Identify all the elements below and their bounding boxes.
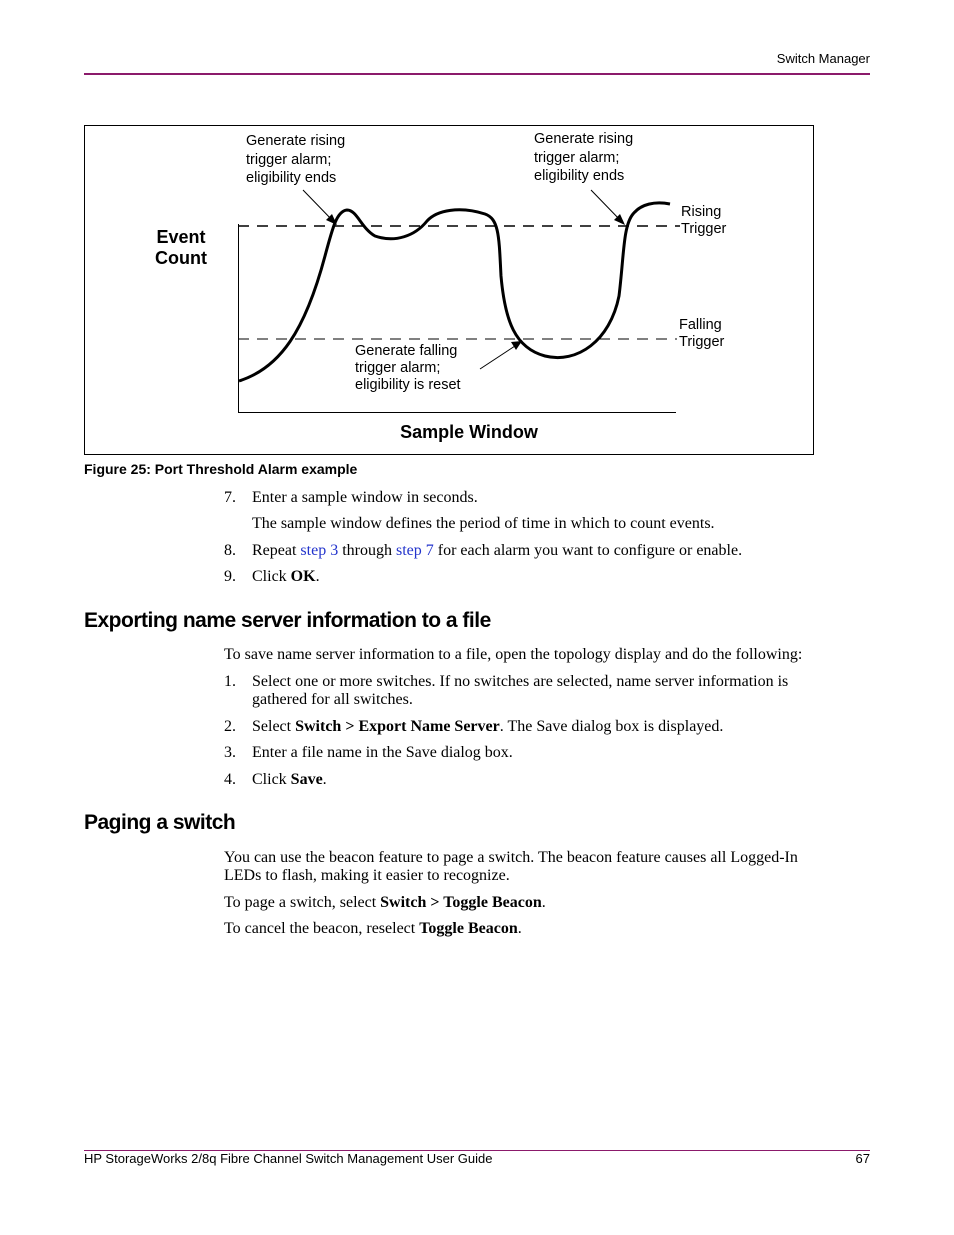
step-7-link[interactable]: step 7 (395, 542, 434, 559)
paging-p2: To page a switch, select Switch > Toggle Beacon. (224, 894, 546, 911)
label-falling-trigger: Falling Trigger (679, 317, 725, 350)
running-header: Switch Manager (776, 51, 870, 66)
step-3-link[interactable]: step 3 (300, 542, 339, 559)
paging-p3: To cancel the beacon, reselect Toggle Beacon. (224, 920, 522, 937)
header-rule (84, 73, 870, 75)
export-intro: To save name server information to a file, open the topology display and do the following: (224, 646, 803, 663)
label-rising-alarm-1: Generate rising trigger alarm; eligibility ends (246, 133, 346, 186)
label-rising-alarm-2: Generate rising trigger alarm; eligibility ends (534, 131, 634, 184)
paging-p1: You can use the beacon feature to page a switch. The beacon feature causes all Logged-In LEDs to flash, making it easier to recognize. (224, 849, 798, 884)
x-axis-title: Sample Window (400, 422, 538, 442)
threshold-diagram (85, 126, 813, 454)
heading-exporting: Exporting name server information to a file (84, 609, 491, 632)
label-falling-alarm: Generate falling trigger alarm; eligibility is reset (355, 343, 461, 393)
label-rising-trigger: Rising Trigger (681, 204, 727, 237)
page-number: 67 (855, 1151, 870, 1166)
heading-paging: Paging a switch (84, 811, 236, 834)
figure-caption: Figure 25: Port Threshold Alarm example (84, 461, 358, 477)
footer-title: HP StorageWorks 2/8q Fibre Channel Switch Management User Guide (84, 1151, 493, 1166)
y-axis-title: Event Count (155, 227, 207, 268)
arrow-falling (480, 344, 518, 369)
figure-port-threshold-alarm (84, 125, 814, 455)
